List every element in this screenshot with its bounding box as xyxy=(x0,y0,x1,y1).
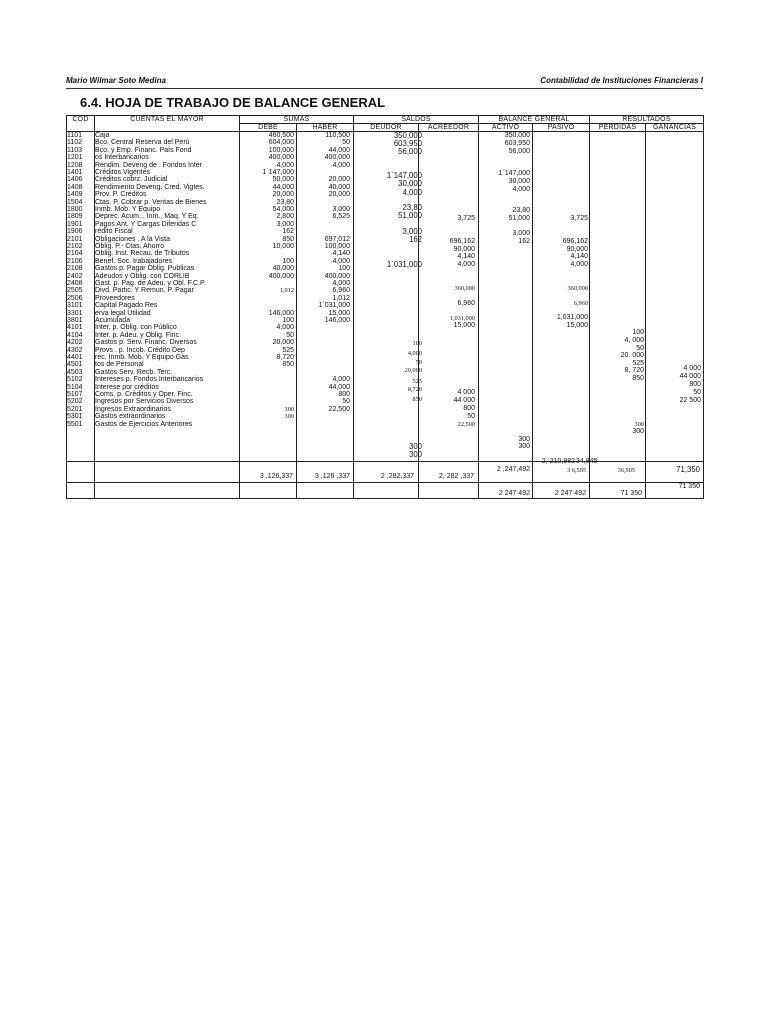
deudor-value: 3,000 xyxy=(402,227,422,236)
column-divider xyxy=(703,115,704,499)
haber-value: 6,525 xyxy=(332,213,350,221)
deudor-value: 850 xyxy=(412,396,422,403)
activo-value: 4,000 xyxy=(512,186,530,193)
account-name: Gastos de Ejercicios Anteriores xyxy=(95,420,193,428)
acreedor-value: 22,500 xyxy=(457,421,475,428)
account-code: 1101 xyxy=(67,132,83,139)
account-name: erva legal Utilidad xyxy=(95,309,151,317)
debe-value: 850 xyxy=(282,235,294,243)
acreedor-value: 50 xyxy=(467,413,475,420)
debe-value: 10,000 xyxy=(272,243,294,250)
haber-value: 400,000 xyxy=(324,154,350,162)
deudor-value: 20,000 xyxy=(404,367,422,374)
haber-value: 44,000 xyxy=(328,146,350,154)
acreedor-value: 1,031,000 xyxy=(449,315,475,322)
haber-value: 44,000 xyxy=(328,383,350,391)
col-header-saldos: SALDOS xyxy=(401,116,431,123)
totals-top-rule xyxy=(66,461,703,462)
col-header-resultados: RESULTADOS xyxy=(622,116,671,123)
account-code: 1208 xyxy=(67,161,83,169)
haber-value: 146,000 xyxy=(324,317,350,324)
debe-value: 20,000 xyxy=(272,191,294,199)
haber-value: 110,500 xyxy=(325,132,350,139)
ganancias-value: 4 000 xyxy=(683,365,701,372)
account-name: Interese por créditos xyxy=(95,383,159,391)
account-code: 1408 xyxy=(67,183,83,191)
account-code: 3801 xyxy=(67,317,83,324)
account-code: 4101 xyxy=(67,324,83,332)
activo-value: 162 xyxy=(518,238,530,245)
subcolumn-divider xyxy=(296,123,297,499)
account-name: Provs . p. Incob. Crédito Dep xyxy=(95,346,185,354)
account-name: Inter. p. Adeu. y Oblig. Finc. xyxy=(95,331,181,339)
pasivo-value: 1,031,000 xyxy=(556,314,588,321)
account-code: 2102 xyxy=(67,243,83,250)
subheader-rule xyxy=(239,123,703,124)
account-code: 1102 xyxy=(67,139,83,147)
author-name: Mario Wilmar Soto Medina xyxy=(66,76,166,85)
account-name: Intereses p. Fondos Interbancarios xyxy=(95,376,204,384)
col-header-perdidas: PERDIDAS xyxy=(598,124,637,131)
total-acreedor: 2, 282 ,337 xyxy=(438,473,474,480)
account-name: Ingresos Extraordinarios xyxy=(95,405,171,413)
account-name: Ingresos por Servicios Diversos xyxy=(95,398,194,406)
account-code: 1103 xyxy=(67,146,83,154)
debe-value: 100,000 xyxy=(268,146,294,154)
deudor-value: 603,950 xyxy=(393,139,422,148)
account-name: Divd. Partic. Y Remun. P. Pagar xyxy=(95,287,194,295)
acreedor-value: 4,000 xyxy=(457,261,475,268)
activo-value: 51,000 xyxy=(508,215,530,222)
deudor-value: 100 xyxy=(412,340,422,347)
account-code: 5107 xyxy=(67,391,83,398)
account-code: 5104 xyxy=(67,383,83,391)
account-name: Oblig. P.- Ctas. Ahorro xyxy=(95,243,165,250)
account-code: 5102 xyxy=(67,376,83,384)
account-code: 2104 xyxy=(67,250,83,258)
account-name: Capital Pagado Res xyxy=(95,302,158,310)
account-code: 4302 xyxy=(67,346,83,354)
haber-value: 6,960 xyxy=(332,287,350,295)
debe-value: 8,720 xyxy=(276,354,294,361)
col-header-sumas: SUMAS xyxy=(283,116,310,123)
account-code: 2408 xyxy=(67,280,83,287)
acreedor-value: 3,725 xyxy=(457,215,475,222)
deudor-value: 162 xyxy=(408,235,422,244)
debe-value: 400,000 xyxy=(268,154,294,162)
debe-value: 460,500 xyxy=(268,132,294,139)
account-code: 4503 xyxy=(67,368,83,376)
account-name: Bco. Central Reserva del Perú xyxy=(95,139,190,147)
activo-value: 1`147,000 xyxy=(498,170,530,177)
subcolumn-divider xyxy=(532,123,533,499)
acreedor-value: 4 000 xyxy=(457,389,475,396)
account-name: Benef. Soc. trabajadores xyxy=(95,257,173,265)
account-name: Créditos cobrz. Judicial xyxy=(95,176,168,184)
book-title: Contabilidad de Instituciones Financieras I xyxy=(540,76,703,85)
perdidas-value: 50 xyxy=(636,345,644,352)
account-name: Acumulada xyxy=(95,317,131,324)
activo-value: 23,80 xyxy=(512,207,530,214)
col-header-cod: COD xyxy=(72,116,89,123)
haber-value: 4,140 xyxy=(332,250,350,258)
account-code: 4104 xyxy=(67,331,83,339)
column-divider xyxy=(478,115,479,499)
debe-value: 3,000 xyxy=(276,220,294,228)
subtotal-perdidas: 3 6,505 xyxy=(567,467,586,474)
table-bottom-border xyxy=(66,498,703,499)
deudor-value: 1`031,000 xyxy=(386,260,422,269)
pasivo-value: 3,725 xyxy=(570,215,588,222)
account-code: 2505 xyxy=(67,287,83,295)
account-code: 1401 xyxy=(67,169,83,176)
haber-value: 50 xyxy=(342,398,350,406)
final-activo: 2 247 492 xyxy=(498,490,530,497)
col-header-pasivo: PASIVO xyxy=(547,124,575,131)
haber-value: 697,012 xyxy=(324,235,350,243)
account-code: 2108 xyxy=(67,265,83,273)
debe-value: 54,000 xyxy=(272,206,294,213)
acreedor-value: 90,000 xyxy=(453,246,475,253)
account-code: 1201 xyxy=(67,154,83,162)
activo-value: 603,950 xyxy=(504,140,530,147)
debe-value: 525 xyxy=(282,346,294,354)
pasivo-value: 6,960 xyxy=(573,300,588,307)
haber-value: 100,000 xyxy=(324,243,350,250)
deudor-value: 8,720 xyxy=(407,386,422,393)
debe-value: 2,800 xyxy=(276,213,294,221)
pasivo-value: 15,000 xyxy=(566,322,588,329)
perdidas-value: 300 xyxy=(634,421,644,428)
haber-value: 4,000 xyxy=(332,257,350,265)
account-name: Adeudos y Oblig. con CORLIB xyxy=(95,272,190,280)
total-perdidas: 36,505 xyxy=(617,467,635,474)
haber-value: 400,000 xyxy=(324,272,350,280)
account-name: tos de Personal xyxy=(95,361,144,369)
perdidas-value: 300 xyxy=(632,428,644,435)
account-name: rédito Fiscal xyxy=(95,228,133,236)
account-name: Proveedores xyxy=(95,294,135,302)
account-name: os Interbancarios xyxy=(95,154,149,162)
debe-value: 20,000 xyxy=(272,339,294,347)
perdidas-value: 8, 720 xyxy=(624,367,644,374)
account-name: Inmb. Mob. Y Equipo xyxy=(95,206,161,213)
acreedor-value: 4,140 xyxy=(457,253,475,260)
account-code: 2402 xyxy=(67,272,83,280)
col-header-cuentas: CUENTAS EL MAYOR xyxy=(130,116,204,123)
debe-value: 4,000 xyxy=(276,161,294,169)
account-code: 5501 xyxy=(67,420,83,428)
haber-value: 40,000 xyxy=(328,183,350,191)
haber-value: 100 xyxy=(338,265,350,273)
deudor-value: 23,80 xyxy=(402,203,422,212)
account-code: 1901 xyxy=(67,220,83,228)
account-code: 4501 xyxy=(67,361,83,369)
col-header-haber: HABER xyxy=(312,124,338,131)
account-code: 2506 xyxy=(67,294,83,302)
acreedor-value: 696,162 xyxy=(449,238,475,245)
account-name: Inter. p. Oblig. con Público xyxy=(95,324,177,332)
pasivo-value: 696,162 xyxy=(562,238,588,245)
deudor-value: 1`147,000 xyxy=(386,171,422,180)
deudor-value: 51,000 xyxy=(398,211,422,220)
total-ganancias: 71,350 xyxy=(676,465,700,474)
account-code: 4401 xyxy=(67,354,83,361)
debe-value: 146,000 xyxy=(268,309,294,317)
account-code: 2106 xyxy=(67,257,83,265)
account-code: 3301 xyxy=(67,309,83,317)
debe-value: 1`147,000 xyxy=(262,169,294,176)
total-activo: 2 ,247,492 xyxy=(496,466,530,473)
total-deudor: 2 ,282,337 xyxy=(380,473,414,480)
ganancias-value: 22 500 xyxy=(679,397,701,404)
total-ganancias-final: 71 350 xyxy=(678,483,700,490)
account-code: 1409 xyxy=(67,191,83,199)
account-code: 1809 xyxy=(67,213,83,221)
haber-value: 15,000 xyxy=(328,309,350,317)
debe-value: 604,000 xyxy=(268,139,294,147)
pasivo-value: 4,000 xyxy=(570,261,588,268)
deudor-value: 56,000 xyxy=(398,147,422,156)
debe-value: 4,000 xyxy=(276,324,294,332)
perdidas-value: 4, 000 xyxy=(624,337,644,344)
haber-value: 4,000 xyxy=(332,161,350,169)
haber-value: 22,500 xyxy=(328,405,350,413)
account-name: Rendimiento Deveng. Cred. Vigtes. xyxy=(95,183,205,191)
activo-value: 350,000 xyxy=(504,132,530,139)
col-header-acreedor: ACREEDOR xyxy=(427,124,470,131)
account-name: Bco. y Emp. Financ. País Fond xyxy=(95,146,192,154)
account-name: rec. Inmb. Mob. Y Equipo Gas xyxy=(95,354,189,361)
activo-value: 300 xyxy=(518,443,530,450)
pasivo-value: 4,140 xyxy=(570,253,588,260)
total-pasivo-b: 34,845 xyxy=(576,458,598,465)
acreedor-value: 44 000 xyxy=(453,397,475,404)
col-header-debe: DEBE xyxy=(258,124,278,131)
debe-value: 100 xyxy=(282,317,294,324)
account-code: 5202 xyxy=(67,398,83,406)
account-name: Caja xyxy=(95,132,110,139)
account-code: 1504 xyxy=(67,198,83,206)
column-divider xyxy=(239,115,240,499)
deudor-value: 30,000 xyxy=(398,179,422,188)
deudor-value: 350,000 xyxy=(393,131,422,140)
account-name: Coms. p. Créditos y Oper. Finc. xyxy=(95,391,193,398)
debe-value: 23,80 xyxy=(276,198,294,206)
account-name: Prov. P. Créditos xyxy=(95,191,147,199)
pasivo-value: 90,000 xyxy=(566,246,588,253)
haber-value: 4,000 xyxy=(332,280,350,287)
account-name: Obligaciones . A la Vista xyxy=(95,235,170,243)
debe-value: 44,000 xyxy=(272,183,294,191)
haber-value: 20,000 xyxy=(328,191,350,199)
haber-value: 50 xyxy=(342,139,350,147)
acreedor-value: 15,000 xyxy=(453,322,475,329)
account-code: 5301 xyxy=(67,413,83,421)
column-divider xyxy=(353,115,354,499)
account-name: Gastos p. Serv. Financ. Diversos xyxy=(95,339,197,347)
ganancias-value: 44 000 xyxy=(679,373,701,380)
deudor-value: 4,000 xyxy=(407,350,422,357)
account-code: 1406 xyxy=(67,176,83,184)
debe-value: 50 xyxy=(286,331,294,339)
account-name: Gastos p. Pagar Oblig. Publicas xyxy=(95,265,195,273)
account-code: 1800 xyxy=(67,206,83,213)
activo-value: 56,000 xyxy=(508,148,530,155)
col-header-balance: BALANCE GENERAL xyxy=(498,116,570,123)
deudor-value: 525 xyxy=(412,378,422,385)
deudor-value: 300 xyxy=(408,442,422,451)
haber-value: 3,000 xyxy=(332,206,350,213)
debe-value: 400,000 xyxy=(268,272,294,280)
perdidas-value: 100 xyxy=(632,329,644,336)
final-pasivo: 2 247 492 xyxy=(554,490,586,497)
account-name: Pagos Ant. Y Cargas Diferidas C xyxy=(95,220,197,228)
haber-value: 4,000 xyxy=(332,376,350,384)
account-code: 3101 xyxy=(67,302,83,310)
account-name: Oblig. Inst. Recau. de Tributos xyxy=(95,250,190,258)
haber-value: 20,000 xyxy=(328,176,350,184)
acreedor-value: 6,960 xyxy=(457,300,475,307)
col-header-activo: ACTIVO xyxy=(491,124,520,131)
account-code: 1906 xyxy=(67,228,83,236)
total-debe: 3 ,126,337 xyxy=(259,473,293,480)
acreedor-value: 360,000 xyxy=(454,285,475,292)
acreedor-value: 800 xyxy=(463,405,475,412)
subcolumn-divider xyxy=(645,123,646,499)
debe-value: 162 xyxy=(282,228,294,236)
pasivo-value: 360,000 xyxy=(567,285,588,292)
page-title: 6.4. HOJA DE TRABAJO DE BALANCE GENERAL xyxy=(80,95,386,110)
activo-value: 30,000 xyxy=(508,178,530,185)
deudor-value: 300 xyxy=(408,450,422,459)
debe-value: 50,000 xyxy=(272,176,294,184)
final-perdidas: 71 350 xyxy=(620,490,642,497)
haber-value: 1`031,000 xyxy=(318,302,350,310)
col-header-deudor: DEUDOR xyxy=(370,124,402,131)
account-name: Rendim. Deveng de . Fondos Inter xyxy=(95,161,203,169)
account-name: Gast. p. Pag. de Adeu. y Obl. F.C.P. xyxy=(95,280,206,287)
ganancias-value: 800 xyxy=(689,381,701,388)
haber-value: 1,012 xyxy=(332,294,350,302)
account-code: 2101 xyxy=(67,235,83,243)
totals-bottom-rule xyxy=(66,482,703,483)
perdidas-value: 525 xyxy=(632,360,644,367)
total-haber: 3 ,126 ,337 xyxy=(314,473,350,480)
table-top-border xyxy=(66,115,703,116)
haber-value: 800 xyxy=(338,391,350,398)
deudor-value: 4,000 xyxy=(402,188,422,197)
total-pasivo-a: 2, 210,982 xyxy=(541,458,575,465)
account-code: 5201 xyxy=(67,405,83,413)
debe-value: 850 xyxy=(282,361,294,369)
col-header-ganancias: GANANCIAS xyxy=(652,124,697,131)
account-code: 4202 xyxy=(67,339,83,347)
account-name: Deprec. Acum.., Inm., Maq. Y Eq. xyxy=(95,213,199,221)
ganancias-value: 50 xyxy=(693,389,701,396)
account-name: Gastos Serv. Recb. Terc. xyxy=(95,368,173,376)
debe-value: 1,012 xyxy=(279,287,294,295)
account-name: Ctas. P. Cobrar p. Ventas de Bienes xyxy=(95,198,207,206)
account-name: Gastos extraordinarios xyxy=(95,413,166,421)
perdidas-value: 20. 000 xyxy=(620,352,644,359)
column-divider xyxy=(589,115,590,499)
activo-value: 300 xyxy=(518,436,530,443)
debe-value: 100 xyxy=(282,257,294,265)
debe-value: 300 xyxy=(284,405,294,413)
activo-value: 3,000 xyxy=(512,230,530,237)
perdidas-value: 850 xyxy=(632,375,644,382)
account-name: Créditos Vigentes xyxy=(95,169,151,176)
deudor-value: 50 xyxy=(415,359,422,366)
debe-value: 40,000 xyxy=(272,265,294,273)
debe-value: 300 xyxy=(284,413,294,421)
